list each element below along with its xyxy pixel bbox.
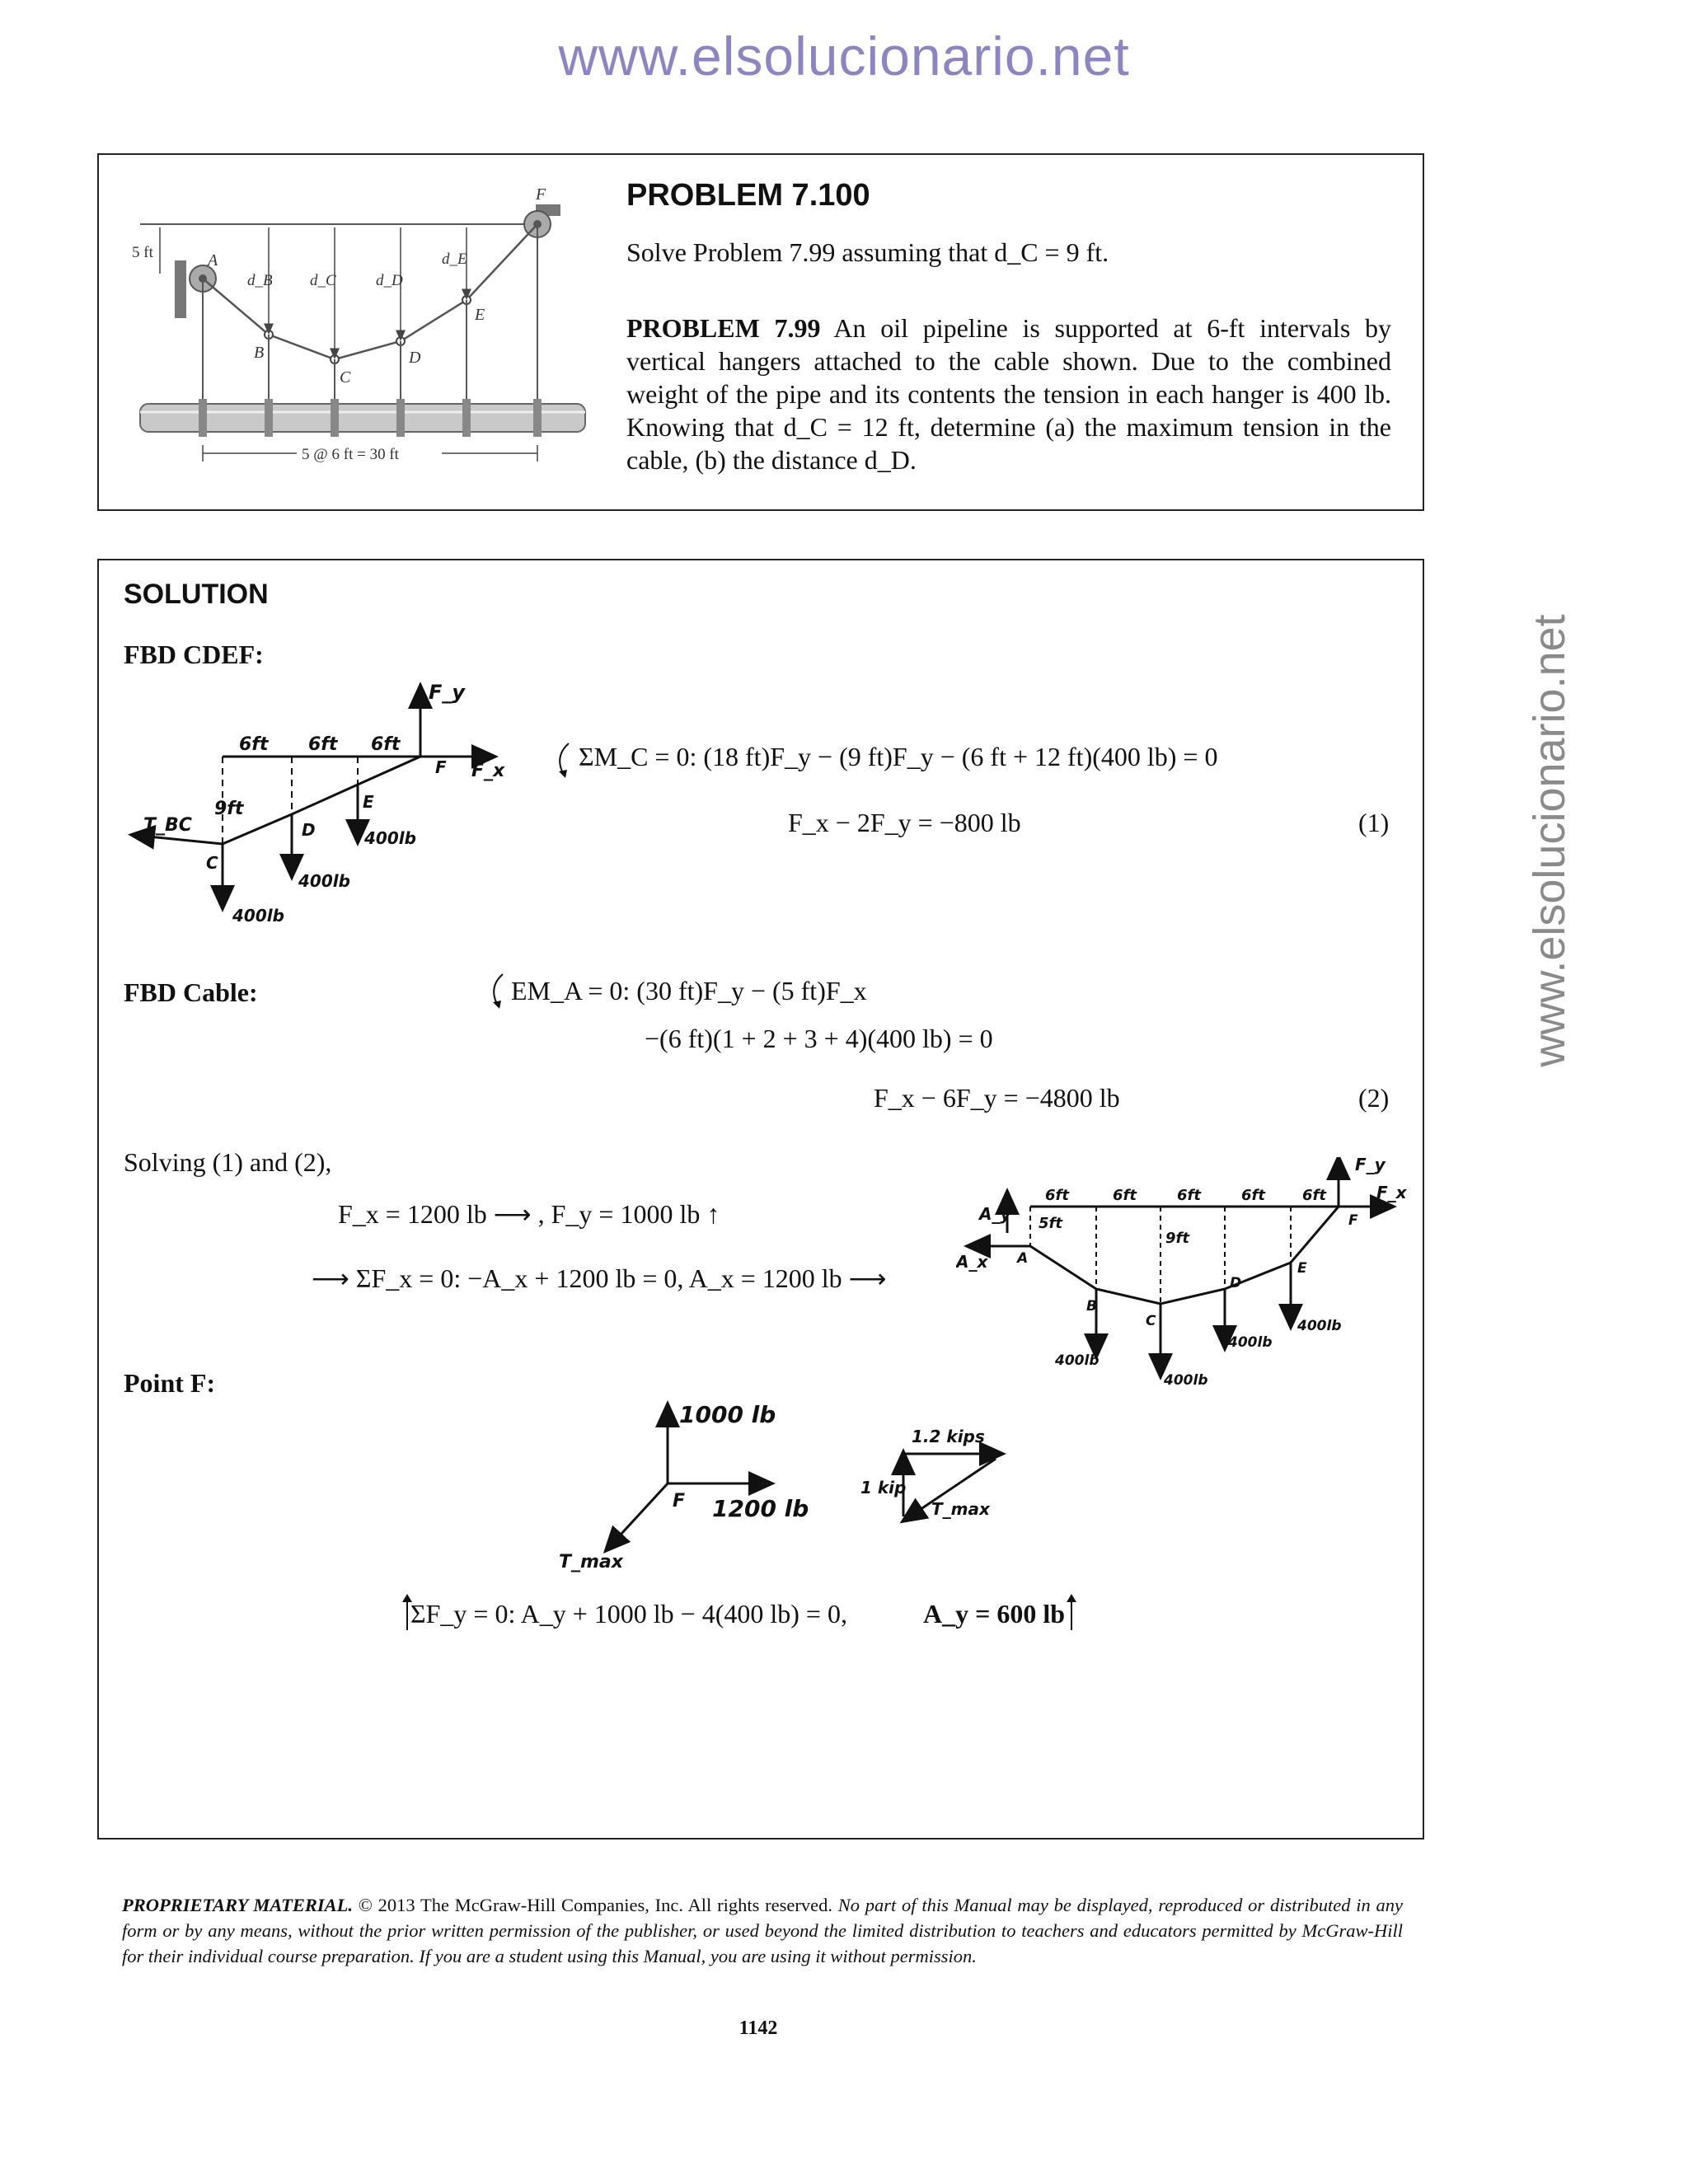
- up-arrow-ay: [1065, 1594, 1078, 1630]
- fbd-cable-sketch: [956, 1157, 1418, 1388]
- svg-text:D: D: [1230, 1275, 1242, 1291]
- svg-text:400lb: 400lb: [1228, 1334, 1273, 1351]
- svg-text:6ft: 6ft: [308, 734, 338, 755]
- page-number: 1142: [738, 2018, 778, 2039]
- svg-text:F: F: [673, 1491, 686, 1511]
- watermark-side: www.elsolucionario.net: [1525, 614, 1574, 1067]
- svg-text:6ft: 6ft: [1241, 1187, 1265, 1204]
- problem-title: PROBLEM 7.100: [626, 178, 870, 213]
- svg-text:1 kip: 1 kip: [860, 1478, 907, 1497]
- problem-statement: Solve Problem 7.99 assuming that d_C = 9 ft.: [626, 237, 1109, 267]
- solution-heading: SOLUTION: [124, 579, 269, 610]
- label-e: E: [475, 306, 485, 324]
- svg-text:E: E: [1297, 1260, 1307, 1277]
- point-f-sketch: [544, 1385, 1121, 1574]
- svg-text:6ft: 6ft: [1177, 1187, 1201, 1204]
- svg-text:400lb: 400lb: [1055, 1352, 1100, 1369]
- label-f: F: [536, 188, 546, 204]
- svg-text:E: E: [363, 792, 374, 812]
- footer-text: No part of this Manual may be displayed, reproduced or distributed in any form or by any means, without the prior written permission of the publisher, or used beyond the limited distribution to teachers and educators permitted by McGraw-Hill for their individual course preparation. If you are a student using this Manual, you are using it without permission.: [122, 1895, 1403, 1966]
- result-ay: A_y = 600 lb: [923, 1599, 1066, 1629]
- label-d: D: [409, 349, 421, 367]
- svg-text:1200 lb: 1200 lb: [712, 1495, 809, 1522]
- eq-2-number: (2): [1358, 1083, 1390, 1113]
- footer-copyright: © 2013 The McGraw-Hill Companies, Inc. All rights reserved.: [358, 1895, 832, 1915]
- fbd-cdef-label: FBD CDEF:: [124, 640, 264, 669]
- svg-text:F_y: F_y: [429, 682, 466, 704]
- svg-text:5ft: 5ft: [1039, 1215, 1062, 1232]
- depth-dc: d_C: [310, 272, 336, 289]
- eq-sum-fx: ⟶ ΣF_x = 0: −A_x + 1200 lb = 0, A_x = 1200 lb ⟶: [312, 1263, 887, 1293]
- solving-intro: Solving (1) and (2),: [124, 1147, 332, 1177]
- svg-text:F: F: [1348, 1212, 1358, 1229]
- svg-text:F_y: F_y: [1355, 1157, 1386, 1174]
- svg-text:6ft: 6ft: [1045, 1187, 1069, 1204]
- svg-text:6ft: 6ft: [1113, 1187, 1137, 1204]
- svg-text:A_x: A_x: [956, 1252, 988, 1272]
- eq-moment-a: EM_A = 0: (30 ft)F_y − (5 ft)F_x: [511, 976, 867, 1005]
- svg-text:1000 lb: 1000 lb: [679, 1401, 776, 1428]
- svg-text:T_BC: T_BC: [143, 815, 192, 836]
- eq-moment-c: ΣM_C = 0: (18 ft)F_y − (9 ft)F_y − (6 ft + 12 ft)(400 lb) = 0: [579, 742, 1218, 771]
- problem-99-title: PROBLEM 7.99: [626, 313, 821, 343]
- moment-arrow-a: [485, 971, 509, 1012]
- solved-forces: F_x = 1200 lb ⟶ , F_y = 1000 lb ↑: [338, 1199, 720, 1229]
- depth-dd: d_D: [376, 272, 403, 289]
- problem-99-text: [626, 312, 1391, 476]
- svg-text:D: D: [302, 820, 316, 840]
- svg-text:400lb: 400lb: [364, 828, 416, 848]
- dim-5ft: 5 ft: [132, 244, 153, 261]
- svg-text:F_x: F_x: [471, 761, 505, 781]
- point-f-label: Point F:: [124, 1368, 216, 1398]
- svg-text:6ft: 6ft: [239, 734, 269, 755]
- problem-box: [97, 153, 1424, 511]
- pipeline-figure: [132, 188, 659, 468]
- svg-text:B: B: [1086, 1298, 1097, 1315]
- depth-db: d_B: [247, 272, 273, 289]
- label-b: B: [254, 344, 265, 362]
- svg-text:400lb: 400lb: [298, 871, 350, 891]
- svg-text:400lb: 400lb: [1164, 1372, 1208, 1388]
- svg-text:C: C: [206, 853, 218, 873]
- eq-sum-fy: ΣF_y = 0: A_y + 1000 lb − 4(400 lb) = 0,: [410, 1599, 847, 1629]
- solution-box: [97, 559, 1424, 1840]
- footer-lead: PROPRIETARY MATERIAL.: [122, 1895, 353, 1915]
- eq-1: F_x − 2F_y = −800 lb: [788, 808, 1021, 837]
- svg-text:F: F: [435, 757, 447, 777]
- moment-arrow-c: [551, 740, 575, 781]
- svg-text:6ft: 6ft: [371, 734, 401, 755]
- fbd-cdef-sketch: [115, 682, 577, 946]
- svg-text:400lb: 400lb: [1297, 1318, 1342, 1334]
- svg-text:6ft: 6ft: [1302, 1187, 1326, 1204]
- depth-de: d_E: [442, 251, 467, 268]
- eq-2: F_x − 6F_y = −4800 lb: [874, 1083, 1120, 1113]
- svg-text:9ft: 9ft: [1165, 1230, 1189, 1247]
- svg-text:400lb: 400lb: [232, 906, 284, 926]
- eq-1-number: (1): [1358, 808, 1390, 837]
- svg-text:C: C: [1146, 1313, 1156, 1329]
- label-c: C: [340, 368, 351, 387]
- svg-text:A: A: [1017, 1250, 1029, 1267]
- svg-text:1.2 kips: 1.2 kips: [912, 1427, 985, 1446]
- footer-notice: [122, 1892, 1403, 1969]
- problem-99-body: An oil pipeline is supported at 6-ft intervals by vertical hangers attached to the cable shown. Due to the combined weight of the pipe and its contents the tension in each hanger is 400 lb. Knowing that d_C = 12 ft, determine (a) the maximum tension in the cable, (b) the distance d_D.: [626, 313, 1392, 475]
- dim-span: 5 @ 6 ft = 30 ft: [302, 446, 399, 463]
- label-a: A: [208, 251, 218, 269]
- svg-text:F_x: F_x: [1376, 1183, 1407, 1202]
- svg-text:A_y: A_y: [979, 1204, 1011, 1224]
- fbd-cable-label: FBD Cable:: [124, 977, 258, 1007]
- watermark-top: www.elsolucionario.net: [558, 26, 1130, 87]
- svg-text:9ft: 9ft: [214, 799, 244, 819]
- eq-moment-a-cont: −(6 ft)(1 + 2 + 3 + 4)(400 lb) = 0: [645, 1024, 993, 1053]
- svg-text:T_max: T_max: [559, 1552, 623, 1572]
- svg-text:T_max: T_max: [931, 1499, 990, 1519]
